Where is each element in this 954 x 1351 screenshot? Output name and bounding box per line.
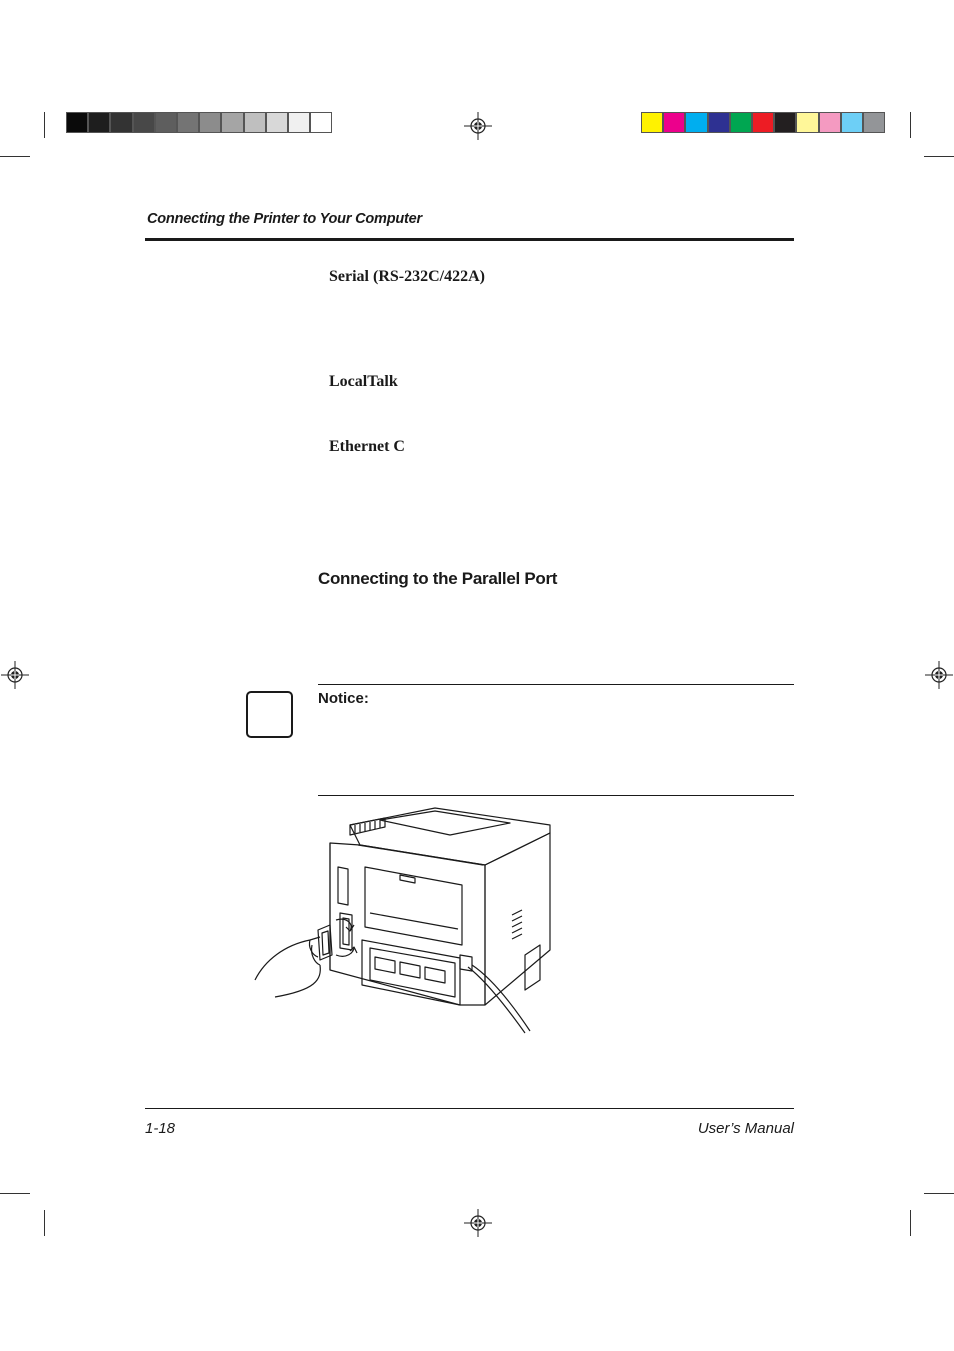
calibration-swatch xyxy=(221,112,243,133)
crop-mark xyxy=(0,1193,30,1194)
calibration-swatch xyxy=(663,112,685,133)
interface-heading-localtalk: LocalTalk xyxy=(329,373,398,390)
calibration-swatch xyxy=(730,112,752,133)
notice-top-rule xyxy=(318,684,794,685)
calibration-swatch xyxy=(641,112,663,133)
calibration-swatch xyxy=(310,112,332,133)
calibration-swatch xyxy=(244,112,266,133)
registration-mark-right xyxy=(925,661,953,689)
calibration-swatch xyxy=(177,112,199,133)
page-number: 1-18 xyxy=(145,1120,176,1137)
calibration-swatch xyxy=(155,112,177,133)
calibration-swatch xyxy=(796,112,818,133)
interface-heading-ethernet: Ethernet C xyxy=(329,438,405,455)
crop-mark xyxy=(44,112,45,138)
calibration-swatch xyxy=(819,112,841,133)
crop-mark xyxy=(924,156,954,157)
calibration-swatch xyxy=(266,112,288,133)
crop-mark xyxy=(924,1193,954,1194)
calibration-swatch xyxy=(88,112,110,133)
calibration-swatch xyxy=(66,112,88,133)
calibration-swatch xyxy=(708,112,730,133)
notice-icon xyxy=(246,691,293,738)
calibration-swatch xyxy=(685,112,707,133)
section-heading: Connecting to the Parallel Port xyxy=(318,569,558,588)
crop-mark xyxy=(0,156,30,157)
footer-rule xyxy=(145,1108,794,1109)
calibration-swatch xyxy=(841,112,863,133)
printer-parallel-cable-illustration xyxy=(250,805,560,1040)
registration-mark-bottom xyxy=(464,1209,492,1237)
calibration-swatch xyxy=(863,112,885,133)
calibration-swatch xyxy=(199,112,221,133)
calibration-swatch xyxy=(774,112,796,133)
crop-mark xyxy=(44,1210,45,1236)
manual-title: User’s Manual xyxy=(697,1120,794,1137)
notice-label: Notice: xyxy=(318,690,369,707)
notice-bottom-rule xyxy=(318,795,794,796)
calibration-swatch xyxy=(133,112,155,133)
calibration-swatch xyxy=(110,112,132,133)
header-rule xyxy=(145,238,794,241)
running-header-title: Connecting the Printer to Your Computer xyxy=(147,211,422,227)
crop-mark xyxy=(910,112,911,138)
calibration-swatch xyxy=(752,112,774,133)
registration-mark-left xyxy=(1,661,29,689)
calibration-swatch xyxy=(288,112,310,133)
interface-heading-serial: Serial (RS-232C/422A) xyxy=(329,268,485,285)
registration-mark-top xyxy=(464,112,492,140)
crop-mark xyxy=(910,1210,911,1236)
